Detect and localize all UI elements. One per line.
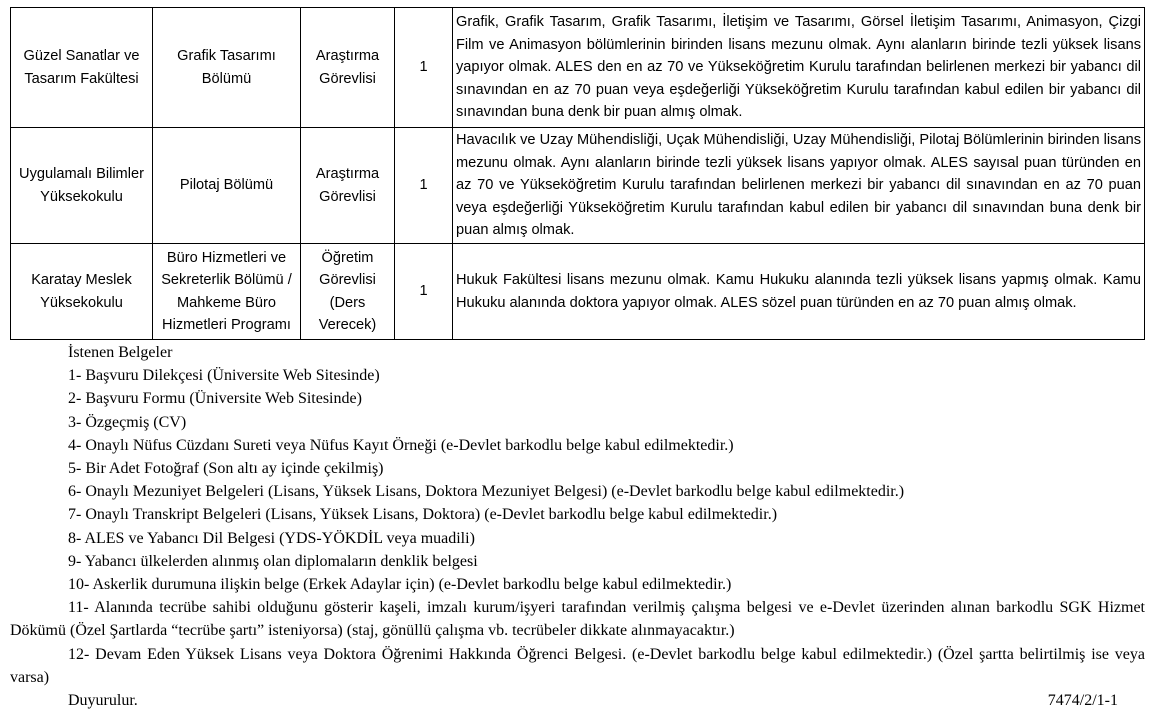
document-item: 6- Onaylı Mezuniyet Belgeleri (Lisans, Yüksek Lisans, Doktora Mezuniyet Belgesi) (e-Devlet barkodlu belge kabul edilmektedir.) (68, 483, 905, 501)
document-item: 3- Özgeçmiş (CV) (68, 413, 187, 431)
document-item: 4- Onaylı Nüfus Cüzdanı Sureti veya Nüfus Kayıt Örneği (e-Devlet barkodlu belge kabul edilmektedir.) (68, 436, 734, 454)
required-documents (0, 341, 1151, 712)
document-item: 9- Yabancı ülkelerden alınmış olan diplomaların denklik belgesi (68, 552, 478, 570)
positions-table (10, 7, 1145, 340)
table-row (11, 8, 1145, 128)
document-item: 2- Başvuru Formu (Üniversite Web Sitesinde) (68, 390, 362, 408)
document-item: 10- Askerlik durumuna ilişkin belge (Erkek Adaylar için) (e-Devlet barkodlu belge kabul edilmektedir.) (68, 576, 732, 594)
documents-heading: İstenen Belgeler (68, 344, 173, 361)
document-item: 1- Başvuru Dilekçesi (Üniversite Web Sitesinde) (68, 367, 380, 385)
requirements-cell: Grafik, Grafik Tasarım, Grafik Tasarımı, İletişim ve Tasarımı, Görsel İletişim Tasarımı, Animasyon, Çizgi Film ve Animasyon bölümlerinin birinden lisans mezunu olmak. Aynı alanların birinde tezli yüksek lisans yapıyor olmak. ALES den en az 70 ve Yükseköğretim Kurulu tarafından belirlenen merkezi bir yabancı dil sınavından en az 70 puan veya eşdeğerliği Yükseköğretim Kurulu tarafından kabul edilen bir yabancı dil sınavından buna denk bir puan almış olmak. (453, 8, 1145, 128)
position-cell: Öğretim Görevlisi (Ders Verecek) (301, 244, 395, 340)
requirements-cell: Hukuk Fakültesi lisans mezunu olmak. Kamu Hukuku alanında tezli yüksek lisans yapmış olmak. Kamu Hukuku alanında doktora yapıyor olmak. ALES sözel puan türünden en az 70 puan almış olmak. (453, 244, 1145, 340)
document-item: 7- Onaylı Transkript Belgeleri (Lisans, Yüksek Lisans, Doktora) (e-Devlet barkodlu belge kabul edilmektedir.) (68, 506, 778, 524)
requirements-cell: Havacılık ve Uzay Mühendisliği, Uçak Mühendisliği, Uzay Mühendisliği, Pilotaj Bölümlerinin birinden lisans mezunu olmak. Aynı alanların birinde tezli yüksek lisans yapıyor olmak. ALES sayısal puan türünden en az 70 ve Yükseköğretim Kurulu tarafından belirlenen merkezi bir yabancı dil sınavından en az 70 puan veya eşdeğerliği Yükseköğretim Kurulu tarafından kabul edilen bir yabancı dil sınavından buna denk bir puan almış olmak. (453, 128, 1145, 244)
unit-cell: Karatay Meslek Yüksekokulu (11, 244, 153, 340)
unit-cell: Güzel Sanatlar ve Tasarım Fakültesi (11, 8, 153, 128)
position-cell: Araştırma Görevlisi (301, 128, 395, 244)
closing-text: Duyurulur. (68, 692, 138, 710)
reference-number: 7474/2/1-1 (1047, 692, 1118, 710)
position-cell: Araştırma Görevlisi (301, 8, 395, 128)
department-cell: Büro Hizmetleri ve Sekreterlik Bölümü / Mahkeme Büro Hizmetleri Programı (153, 244, 301, 340)
count-cell: 1 (395, 128, 453, 244)
department-cell: Pilotaj Bölümü (153, 128, 301, 244)
table-row (11, 128, 1145, 244)
document-item: 8- ALES ve Yabancı Dil Belgesi (YDS-YÖKDİL veya muadili) (68, 529, 475, 547)
count-cell: 1 (395, 244, 453, 340)
department-cell: Grafik Tasarımı Bölümü (153, 8, 301, 128)
closing-line (0, 689, 1151, 712)
document-item: 12- Devam Eden Yüksek Lisans veya Doktora Öğrenimi Hakkında Öğrenci Belgesi. (e-Devlet barkodlu belge kabul edilmektedir.) (Özel şartta belirtilmiş ise veya varsa) (10, 645, 1145, 686)
unit-cell: Uygulamalı Bilimler Yüksekokulu (11, 128, 153, 244)
document-item: 11- Alanında tecrübe sahibi olduğunu gösterir kaşeli, imzalı kurum/işyeri tarafından verilmiş çalışma belgesi ve e-Devlet üzerinden alınan barkodlu SGK Hizmet Dökümü (Özel Şartlarda “tecrübe şartı” isteniyorsa) (staj, gönüllü çalışma vb. tecrübeler dikkate alınmayacaktır.) (10, 599, 1145, 640)
count-cell: 1 (395, 8, 453, 128)
table-row (11, 244, 1145, 340)
document-item: 5- Bir Adet Fotoğraf (Son altı ay içinde çekilmiş) (68, 460, 384, 478)
